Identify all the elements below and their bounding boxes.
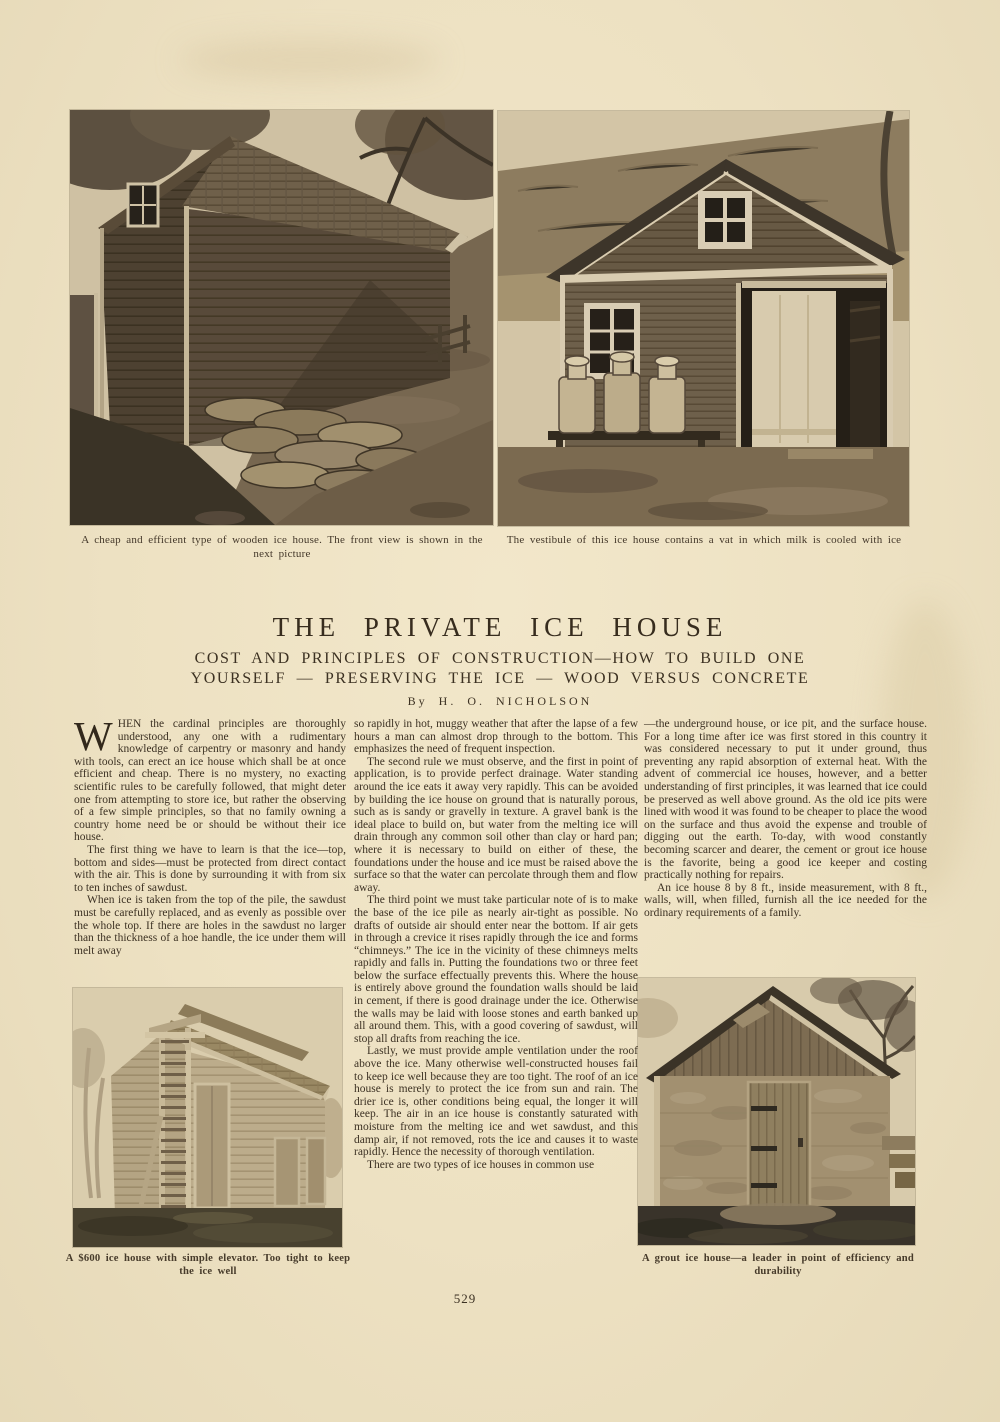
paragraph: The first thing we have to learn is that the ice—top, bottom and sides—must be protected from direct contact with the air. This is done by surrounding it with from six to ten inches of sawdust.: [74, 843, 346, 894]
paragraph: The second rule we must observe, and the first in point of application, is to provide perfect drainage. Water standing around the ice eats it away very rapidly. This can be avoided by building the ice house on ground that is naturally porous, such as is sandy or gravelly in texture. A gravel bank is the ideal place to build on, but water from the melting ice will drain through any common soil other than clay or hard pan; where it is necessary to build on either of these, the foundations under the house and ice must be raised above the surface so that the water can percolate through them and flow away.: [354, 755, 638, 894]
photo-bottom-left: [73, 988, 342, 1247]
paragraph: An ice house 8 by 8 ft., inside measurement, with 8 ft., walls, will, when filled, furnish all the ice needed for the ordinary requirements of a family.: [644, 881, 927, 919]
ice-house-vestibule-illustration: [498, 111, 909, 526]
photo-top-right: [498, 111, 909, 526]
article-subtitle-line2: YOURSELF — PRESERVING THE ICE — WOOD VERSUS CONCRETE: [190, 670, 810, 687]
caption-bottom-left: A $600 ice house with simple elevator. Too tight to keep the ice well: [65, 1253, 351, 1277]
caption-top-right: The vestibule of this ice house contains a vat in which milk is cooled with ice: [506, 534, 902, 546]
elevator-ice-house-illustration: [73, 988, 342, 1247]
wooden-ice-house-rear-illustration: [70, 110, 493, 525]
paragraph: [74, 713, 346, 844]
article-column-2: [354, 718, 638, 1171]
paper-stain: [180, 40, 440, 80]
paragraph: —the underground house, or ice pit, and the surface house. For a long time after ice was first stored in this country it was considered necessary to put it under ground, thus preventing any rapid absorption of external heat. With the advent of commercial ice houses, however, and a better understanding of first principles, it was learned that ice could be preserved as well above ground. As the old ice pits were lined with wood it was found to be cheaper to place the wood on the surface and thus avoid the expense and trouble of digging out the earth. To-day, with wood constantly becoming scarcer and dearer, the cement or grout ice house is the favorite, being a good ice keeper and costing practically nothing for repairs.: [644, 718, 927, 882]
caption-top-left: A cheap and efficient type of wooden ice house. The front view is shown in the next picture: [81, 534, 483, 560]
article-title: THE PRIVATE ICE HOUSE: [272, 612, 728, 642]
paragraph-text: HEN the cardinal principles are thoroughly understood, any one with a rudimentary knowledge of carpentry or masonry and handy with tools, can erect an ice house which shall be at once efficient and cheap. There is no mystery, no exacting scientific rules to be carefully followed, that might deter one from attempting to store ice, but rather the observing of a few simple principles, so that no family owning a country home need be or should be without their ice house.: [74, 718, 346, 844]
paragraph: so rapidly in hot, muggy weather that after the lapse of a few hours a man can almost drop through to the bottom. This emphasizes the need of frequent inspection.: [354, 718, 638, 756]
photo-top-left: [70, 110, 493, 525]
paragraph: The third point we must take particular note of is to make the base of the ice pile as nearly air-tight as possible. No drafts of outside air should enter near the bottom. If air gets in through a crevice it rises rapidly through the ice and forms “chimneys.” The ice in the vicinity of these chimneys melts rapidly and falls in. Putting the foundations two or three feet below the surface effectually prevents this. Where the house is entirely above ground the foundation walls should be laid in cement, if there is good drainage under the ice. Otherwise the walls may be laid with loose stones and earth banked up all around them. This, with a good covering of sawdust, will stop all drafts from reaching the ice.: [354, 894, 638, 1045]
article-column-3: [644, 718, 927, 920]
article-byline: By H. O. NICHOLSON: [407, 694, 593, 708]
article-subtitle-line1: COST AND PRINCIPLES OF CONSTRUCTION—HOW TO BUILD ONE: [194, 650, 806, 667]
grout-ice-house-illustration: [638, 978, 915, 1245]
page-number: 529: [453, 1291, 477, 1306]
paragraph: There are two types of ice houses in common use: [367, 1158, 595, 1171]
paragraph: When ice is taken from the top of the pile, the sawdust must be carefully replaced, and as evenly as possible over the whole top. If there are holes in the sawdust no larger than the thickness of a hoe handle, the ice under them will melt away: [74, 894, 346, 957]
photo-bottom-right: [638, 978, 915, 1245]
drop-cap: W: [74, 713, 113, 759]
caption-bottom-right: A grout ice house—a leader in point of efficiency and durability: [642, 1253, 914, 1277]
article-column-1: [74, 713, 346, 957]
paragraph: Lastly, we must provide ample ventilation under the roof above the ice. Many otherwise well-constructed houses fail to keep ice well because they are too tight. The roof of an ice house is merely to protect the ice from sun and rain. The drier ice is, other conditions being equal, the longer it will keep. The air in an ice house is constantly saturated with moisture from the melting ice and wet sawdust, and this damp air, if not removed, rots the ice and causes it to waste rapidly. Hence the necessity of thorough ventilation.: [354, 1045, 638, 1159]
